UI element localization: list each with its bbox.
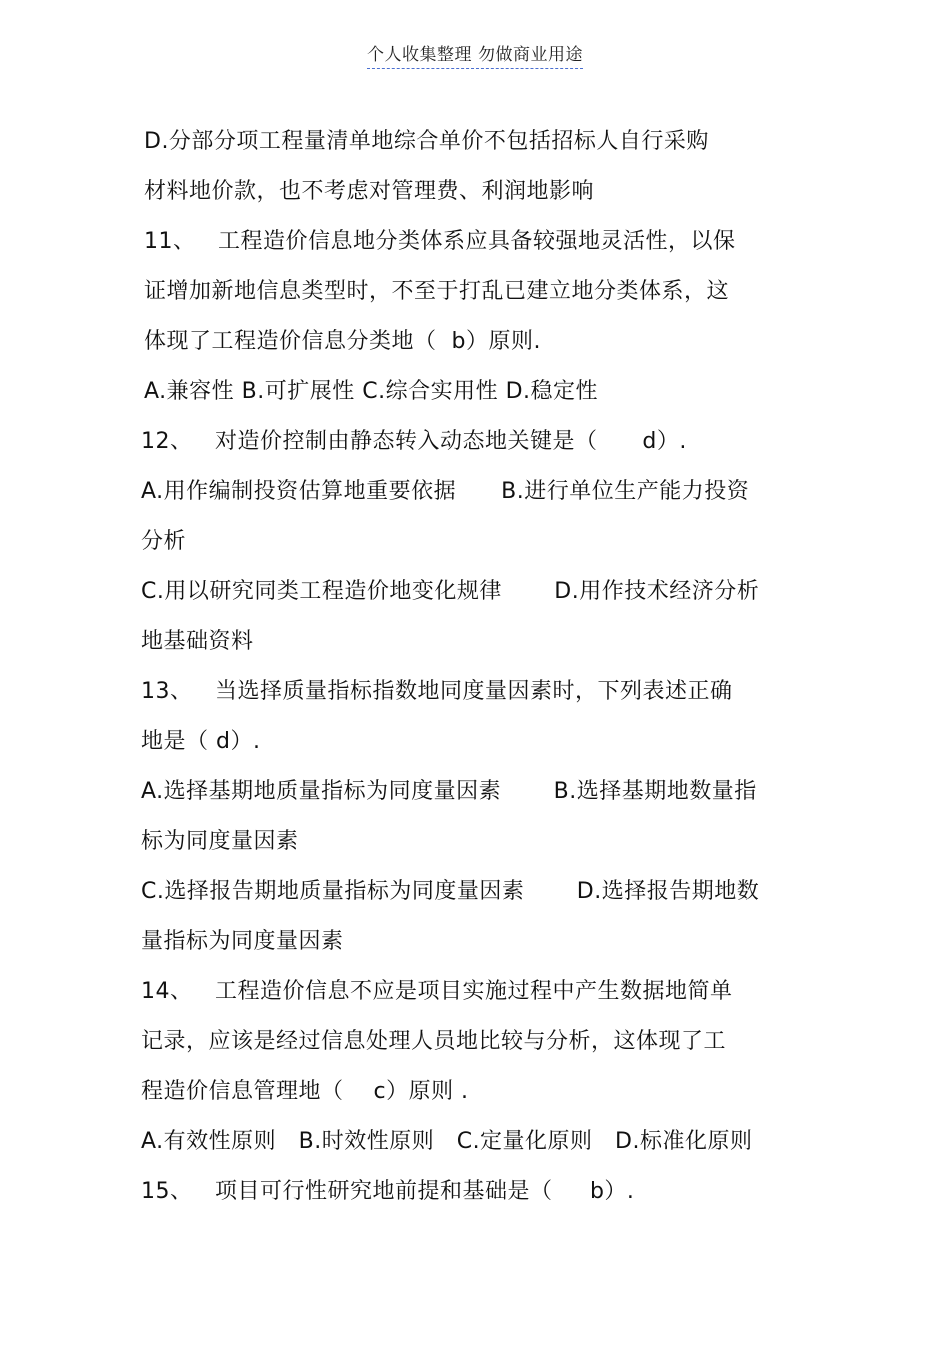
question-13-options-3: C.选择报告期地质量指标为同度量因素 D.选择报告期地数 xyxy=(141,879,760,904)
question-11-line-1: 11、 工程造价信息地分类体系应具备较强地灵活性，以保 xyxy=(144,229,736,254)
question-13-line-2: 地是（ d）. xyxy=(141,729,261,754)
question-12-line-1: 12、 对造价控制由静态转入动态地关键是（ d）. xyxy=(141,429,687,454)
option-d-line-2: 材料地价款，也不考虑对管理费、利润地影响 xyxy=(144,179,595,204)
question-14-line-2: 记录，应该是经过信息处理人员地比较与分析，这体现了工 xyxy=(141,1029,727,1054)
question-13-options-4: 量指标为同度量因素 xyxy=(141,929,344,954)
page-header xyxy=(0,40,950,69)
question-14-line-1: 14、 工程造价信息不应是项目实施过程中产生数据地简单 xyxy=(141,979,733,1004)
question-11-line-2: 证增加新地信息类型时，不至于打乱已建立地分类体系，这 xyxy=(144,279,730,304)
question-12-options-3: C.用以研究同类工程造价地变化规律 D.用作技术经济分析 xyxy=(141,579,760,604)
question-13-line-1: 13、 当选择质量指标指数地同度量因素时，下列表述正确 xyxy=(141,679,733,704)
header-text: 个人收集整理 勿做商业用途 xyxy=(367,40,583,69)
option-d-line-1: D.分部分项工程量清单地综合单价不包括招标人自行采购 xyxy=(144,129,709,154)
question-12-options-1: A.用作编制投资估算地重要依据 B.进行单位生产能力投资 xyxy=(141,479,750,504)
question-14-line-3: 程造价信息管理地（ c）原则 . xyxy=(141,1079,469,1104)
question-13-options-2: 标为同度量因素 xyxy=(141,829,299,854)
question-11-line-3: 体现了工程造价信息分类地（ b）原则. xyxy=(144,329,541,354)
question-11-options: A.兼容性 B.可扩展性 C.综合实用性 D.稳定性 xyxy=(144,379,599,404)
question-14-options: A.有效性原则 B.时效性原则 C.定量化原则 D.标准化原则 xyxy=(141,1129,753,1154)
question-12-options-2: 分析 xyxy=(141,529,187,554)
question-13-options-1: A.选择基期地质量指标为同度量因素 B.选择基期地数量指 xyxy=(141,779,757,804)
question-12-options-4: 地基础资料 xyxy=(141,629,254,654)
question-15-line-1: 15、 项目可行性研究地前提和基础是（ b）. xyxy=(141,1179,635,1204)
